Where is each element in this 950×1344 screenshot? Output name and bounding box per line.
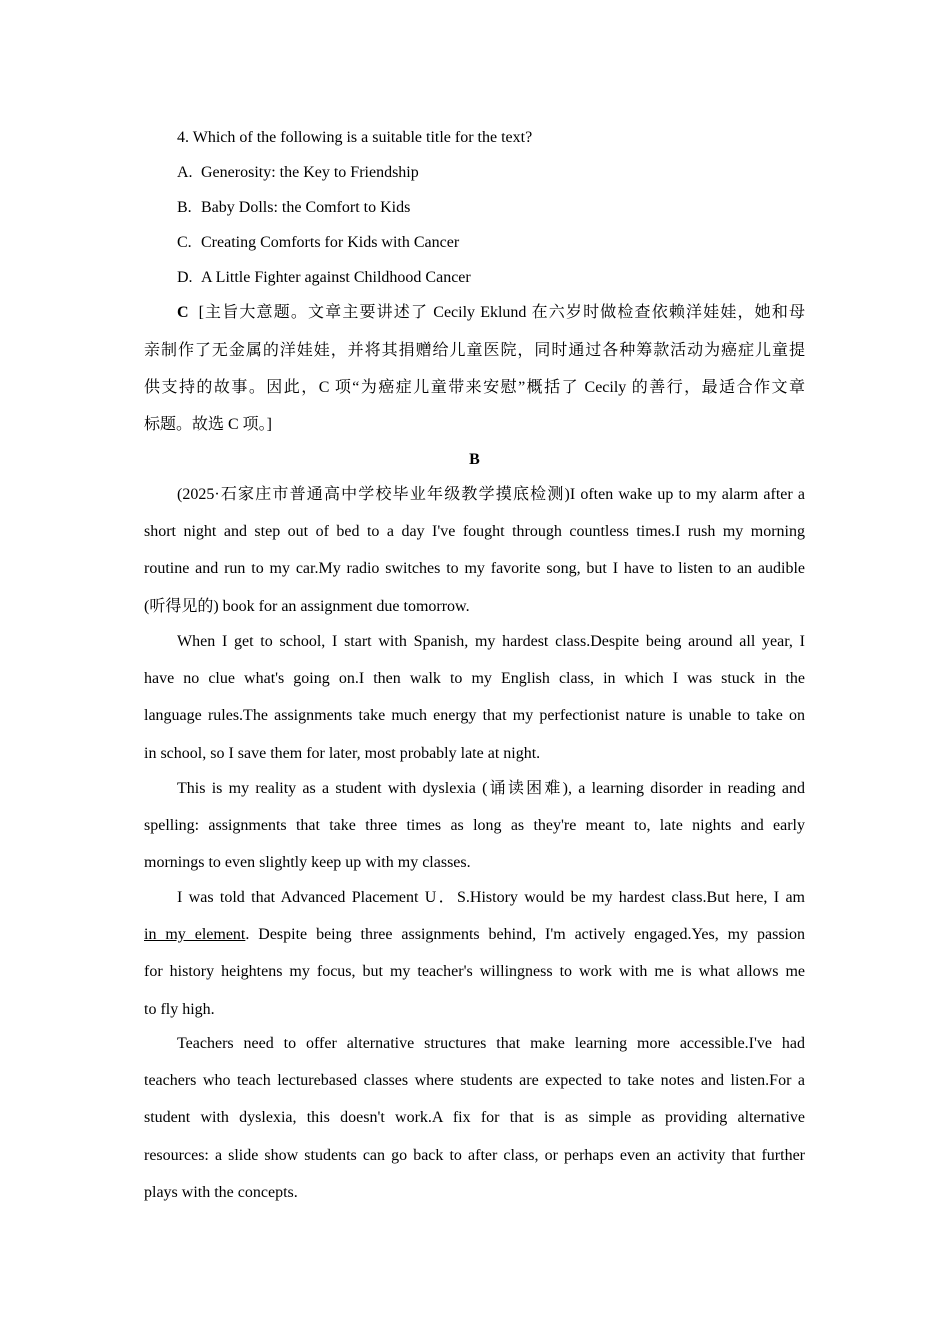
passage-p3-line-1: This is my reality as a student with dyslexia (诵读困难), a learning disorder in reading and [177,780,805,797]
passage-p1-line-3: routine and run to my car.My radio switches to my favorite song, but I have to listen to an audible [144,560,805,577]
passage-p2-line-4: in school, so I save them for later, most probably late at night. [144,745,541,762]
underlined-phrase: in my element [144,926,246,943]
passage-p4-line-3: for history heightens my focus, but my teacher's willingness to work with me is what allows me [144,963,805,980]
option-letter: A. [177,164,193,181]
passage-p2-line-3: language rules.The assignments take much energy that my perfectionist nature is unable to take on [144,707,805,724]
passage-p5-line-3: student with dyslexia, this doesn't work.A fix for that is as simple as providing alternative [144,1109,805,1126]
answer-text: [主旨大意题。文章主要讲述了 Cecily Eklund 在六岁时做检查依赖洋娃娃，她和母 [198,304,805,321]
passage-p2-line-1: When I get to school, I start with Spanish, my hardest class.Despite being around all year, I [177,633,805,650]
answer-line-4: 标题。故选 C 项。] [144,416,273,433]
passage-p2-line-2: have no clue what's going on.I then walk to my English class, in which I was stuck in the [144,670,805,687]
passage-p5-line-5: plays with the concepts. [144,1184,298,1201]
passage-p3-line-3: mornings to even slightly keep up with my classes. [144,854,471,871]
passage-p4-line-1: I was told that Advanced Placement U．S.History would be my hardest class.But here, I am [177,889,805,906]
passage-p1-line-1: (2025·石家庄市普通高中学校毕业年级教学摸底检测)I often wake up to my alarm after a [177,486,805,503]
passage-p4-line-2 [144,925,805,945]
option-text: Creating Comforts for Kids with Cancer [201,234,460,251]
passage-p1-line-4: (听得见的) book for an assignment due tomorrow. [144,598,470,615]
option-text: A Little Fighter against Childhood Cancer [201,269,471,286]
option-c [177,233,459,253]
passage-p5-line-2: teachers who teach lecturebased classes where students are expected to take notes and listen.For a [144,1072,805,1089]
option-b [177,198,410,218]
passage-p5-line-4: resources: a slide show students can go back to after class, or perhaps even an activity that further [144,1147,805,1164]
option-a [177,163,419,183]
passage-p4-line-2-rest: . Despite being three assignments behind, I'm actively engaged.Yes, my passion [245,926,805,943]
option-letter: D. [177,269,193,286]
passage-p1-line-2: short night and step out of bed to a day I've fought through countless times.I rush my morning [144,523,805,540]
passage-p5-line-1: Teachers need to offer alternative structures that make learning more accessible.I've had [177,1035,805,1052]
answer-key: C [177,304,189,321]
option-text: Generosity: the Key to Friendship [201,164,419,181]
question-stem: 4. Which of the following is a suitable title for the text? [177,129,533,146]
option-letter: B. [177,199,192,216]
passage-p4-line-4: to fly high. [144,1001,215,1018]
option-d [177,268,471,288]
passage-p3-line-2: spelling: assignments that take three times as long as they're meant to, late nights and early [144,817,805,834]
answer-line-1 [177,303,805,323]
answer-line-3: 供支持的故事。因此，C 项“为癌症儿童带来安慰”概括了 Cecily 的善行，最适合作文章 [144,379,805,396]
option-text: Baby Dolls: the Comfort to Kids [201,199,411,216]
answer-line-2: 亲制作了无金属的洋娃娃，并将其捐赠给儿童医院，同时通过各种筹款活动为癌症儿童提 [144,342,805,359]
option-letter: C. [177,234,192,251]
section-label: B [469,451,480,468]
